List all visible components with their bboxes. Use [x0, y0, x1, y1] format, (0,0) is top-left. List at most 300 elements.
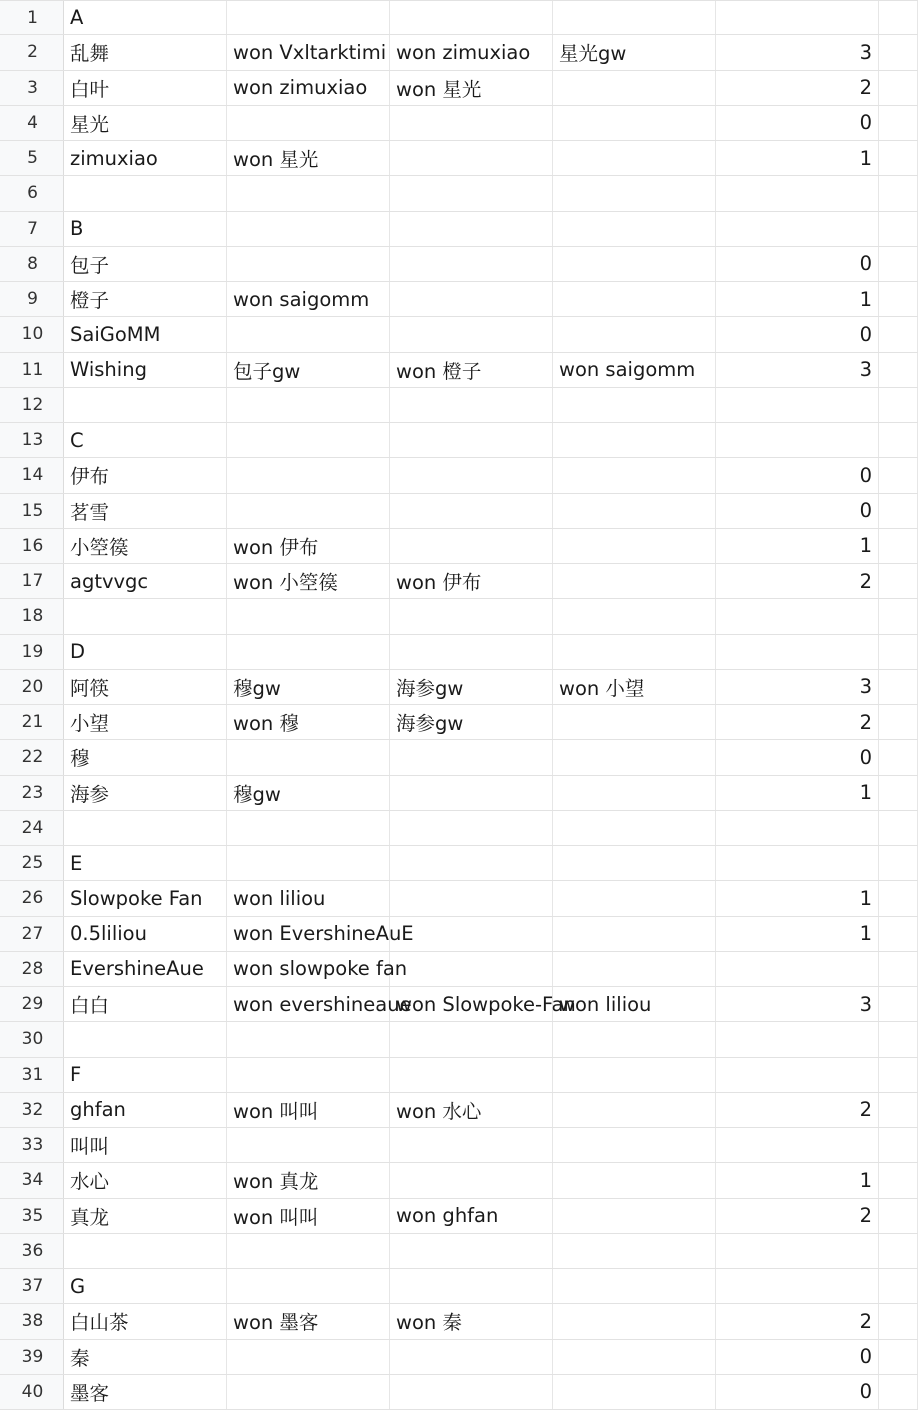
row-header[interactable]: 9 [0, 282, 64, 316]
row-header[interactable]: 18 [0, 599, 64, 633]
row-header[interactable]: 33 [0, 1128, 64, 1162]
row-header[interactable]: 29 [0, 987, 64, 1021]
cell-col-A[interactable] [64, 1199, 227, 1233]
row-header[interactable]: 38 [0, 1304, 64, 1338]
row-header[interactable]: 20 [0, 670, 64, 704]
cell-col-E[interactable] [716, 282, 879, 316]
cell-col-D[interactable] [553, 1022, 716, 1056]
cell-col-B[interactable] [227, 635, 390, 669]
cell-text: agtvvgc [70, 569, 149, 593]
cell-col-D[interactable] [553, 458, 716, 492]
cell-col-C[interactable] [390, 987, 576, 1021]
cell-col-D[interactable] [553, 1269, 716, 1303]
row-header[interactable]: 3 [0, 71, 64, 105]
cell-col-E[interactable] [716, 317, 879, 351]
cell-col-C[interactable] [390, 1163, 553, 1197]
cell-col-C[interactable] [390, 1375, 553, 1409]
cell-col-C[interactable] [390, 811, 553, 845]
cell-col-D[interactable] [553, 1128, 716, 1162]
cell-col-A[interactable] [64, 1128, 227, 1162]
cell-col-C[interactable] [390, 1093, 553, 1127]
cell-col-F[interactable] [879, 1128, 918, 1162]
cell-col-A[interactable] [64, 176, 227, 210]
cell-col-C[interactable] [390, 176, 553, 210]
cell-col-E[interactable] [716, 141, 879, 175]
cell-col-E[interactable] [716, 1269, 879, 1303]
cell-text: 2 [859, 710, 872, 734]
cell-col-C[interactable] [390, 740, 553, 774]
sheet-row [0, 388, 918, 423]
row-header[interactable]: 16 [0, 529, 64, 563]
cell-col-F[interactable] [879, 1093, 918, 1127]
row-header[interactable]: 13 [0, 423, 64, 457]
cell-col-C[interactable] [390, 35, 553, 69]
cell-col-D[interactable] [553, 212, 716, 246]
cell-col-A[interactable] [64, 1304, 227, 1338]
cell-col-B[interactable] [227, 317, 390, 351]
cell-col-C[interactable] [390, 141, 553, 175]
cell-col-A[interactable] [64, 423, 227, 457]
row-header[interactable]: 30 [0, 1022, 64, 1056]
cell-col-A[interactable] [64, 494, 227, 528]
cell-col-B[interactable] [227, 881, 390, 915]
cell-col-D[interactable] [553, 106, 716, 140]
cell-col-A[interactable] [64, 1, 227, 34]
cell-col-E[interactable] [716, 1093, 879, 1127]
cell-col-D[interactable] [553, 35, 716, 69]
cell-col-F[interactable] [879, 1340, 918, 1374]
cell-col-A[interactable] [64, 705, 227, 739]
cell-col-D[interactable] [553, 846, 716, 880]
cell-col-E[interactable] [716, 1304, 879, 1338]
cell-col-E[interactable] [716, 494, 879, 528]
cell-col-B[interactable] [227, 1269, 390, 1303]
cell-col-C[interactable] [390, 952, 553, 986]
cell-col-C[interactable] [390, 1022, 553, 1056]
cell-col-B[interactable] [227, 1128, 390, 1162]
cell-col-E[interactable] [716, 1234, 879, 1268]
cell-text: 水心 [70, 1170, 110, 1194]
cell-col-F[interactable] [879, 71, 918, 105]
cell-col-E[interactable] [716, 1128, 879, 1162]
cell-col-C[interactable] [390, 106, 553, 140]
cell-col-E[interactable] [716, 881, 879, 915]
cell-col-B[interactable] [227, 353, 390, 387]
cell-col-A[interactable] [64, 881, 227, 915]
cell-col-A[interactable] [64, 1058, 227, 1092]
cell-col-D[interactable] [553, 1340, 716, 1374]
cell-col-F[interactable] [879, 106, 918, 140]
cell-col-F[interactable] [879, 1058, 918, 1092]
row-header[interactable]: 23 [0, 776, 64, 810]
cell-col-B[interactable] [227, 1375, 390, 1409]
cell-col-B[interactable] [227, 1304, 390, 1338]
cell-col-C[interactable] [390, 282, 553, 316]
row-header[interactable]: 35 [0, 1199, 64, 1233]
cell-col-D[interactable] [553, 71, 716, 105]
cell-col-D[interactable] [553, 176, 716, 210]
cell-col-E[interactable] [716, 529, 879, 563]
cell-col-E[interactable] [716, 635, 879, 669]
cell-col-C[interactable] [390, 212, 553, 246]
row-header[interactable]: 5 [0, 141, 64, 175]
cell-col-A[interactable] [64, 1234, 227, 1268]
row-header[interactable]: 19 [0, 635, 64, 669]
cell-col-B[interactable] [227, 811, 390, 845]
row-header[interactable]: 24 [0, 811, 64, 845]
row-header[interactable]: 28 [0, 952, 64, 986]
row-header[interactable]: 26 [0, 881, 64, 915]
cell-col-F[interactable] [879, 705, 918, 739]
cell-col-A[interactable] [64, 1375, 227, 1409]
cell-col-F[interactable] [879, 670, 918, 704]
cell-col-F[interactable] [879, 317, 918, 351]
cell-col-A[interactable] [64, 317, 227, 351]
cell-col-F[interactable] [879, 35, 918, 69]
cell-col-D[interactable] [553, 423, 716, 457]
cell-col-E[interactable] [716, 212, 879, 246]
row-header[interactable]: 10 [0, 317, 64, 351]
cell-col-A[interactable] [64, 1093, 227, 1127]
cell-col-D[interactable] [553, 1, 716, 34]
cell-text: 3 [859, 675, 872, 699]
cell-col-E[interactable] [716, 740, 879, 774]
cell-col-D[interactable] [553, 529, 716, 563]
cell-col-D[interactable] [553, 670, 716, 704]
row-header[interactable]: 32 [0, 1093, 64, 1127]
cell-text: 乱舞 [70, 42, 110, 66]
cell-col-A[interactable] [64, 35, 227, 69]
cell-col-C[interactable] [390, 1304, 553, 1338]
cell-col-D[interactable] [553, 564, 716, 598]
row-header[interactable]: 1 [0, 1, 64, 34]
cell-col-C[interactable] [390, 1, 553, 34]
cell-col-F[interactable] [879, 564, 918, 598]
cell-col-C[interactable] [390, 846, 553, 880]
cell-col-E[interactable] [716, 1058, 879, 1092]
cell-col-C[interactable] [390, 1058, 553, 1092]
cell-text: won liliou [559, 992, 652, 1016]
cell-col-C[interactable] [390, 494, 553, 528]
cell-col-E[interactable] [716, 1340, 879, 1374]
cell-col-B[interactable] [227, 952, 408, 986]
cell-col-E[interactable] [716, 987, 879, 1021]
cell-col-D[interactable] [553, 599, 716, 633]
row-header[interactable]: 14 [0, 458, 64, 492]
sheet-row [0, 987, 918, 1022]
cell-col-B[interactable] [227, 564, 390, 598]
cell-col-F[interactable] [879, 635, 918, 669]
cell-col-A[interactable] [64, 1269, 227, 1303]
cell-col-D[interactable] [553, 1163, 716, 1197]
cell-col-E[interactable] [716, 35, 879, 69]
cell-col-A[interactable] [64, 106, 227, 140]
row-header[interactable]: 7 [0, 212, 64, 246]
cell-text: won 叫叫 [233, 1099, 319, 1123]
cell-col-F[interactable] [879, 423, 918, 457]
cell-col-B[interactable] [227, 1340, 390, 1374]
cell-col-D[interactable] [553, 494, 716, 528]
cell-col-F[interactable] [879, 1234, 918, 1268]
cell-col-A[interactable] [64, 987, 227, 1021]
cell-col-B[interactable] [227, 212, 390, 246]
cell-col-B[interactable] [227, 1093, 390, 1127]
cell-col-E[interactable] [716, 1199, 879, 1233]
row-header[interactable]: 2 [0, 35, 64, 69]
cell-col-C[interactable] [390, 776, 553, 810]
row-header[interactable]: 40 [0, 1375, 64, 1409]
cell-col-B[interactable] [227, 423, 390, 457]
cell-col-E[interactable] [716, 71, 879, 105]
cell-col-C[interactable] [390, 705, 553, 739]
cell-col-C[interactable] [390, 317, 553, 351]
cell-col-F[interactable] [879, 1269, 918, 1303]
cell-col-B[interactable] [227, 71, 390, 105]
cell-col-E[interactable] [716, 423, 879, 457]
cell-col-C[interactable] [390, 1234, 553, 1268]
cell-col-E[interactable] [716, 1, 879, 34]
cell-col-F[interactable] [879, 1163, 918, 1197]
cell-col-C[interactable] [390, 458, 553, 492]
row-header[interactable]: 15 [0, 494, 64, 528]
cell-col-A[interactable] [64, 1022, 227, 1056]
cell-col-F[interactable] [879, 917, 918, 951]
row-header[interactable]: 6 [0, 176, 64, 210]
cell-col-F[interactable] [879, 952, 918, 986]
cell-col-E[interactable] [716, 1375, 879, 1409]
cell-col-B[interactable] [227, 705, 390, 739]
cell-col-A[interactable] [64, 1340, 227, 1374]
cell-col-B[interactable] [227, 776, 390, 810]
cell-col-D[interactable] [553, 635, 716, 669]
cell-col-B[interactable] [227, 35, 390, 69]
row-header[interactable]: 36 [0, 1234, 64, 1268]
cell-col-E[interactable] [716, 705, 879, 739]
cell-col-E[interactable] [716, 388, 879, 422]
cell-col-C[interactable] [390, 881, 553, 915]
cell-col-B[interactable] [227, 388, 390, 422]
cell-col-F[interactable] [879, 776, 918, 810]
row-header[interactable]: 11 [0, 353, 64, 387]
cell-col-D[interactable] [553, 881, 716, 915]
sheet-row [0, 212, 918, 247]
cell-text: won saigomm [559, 358, 696, 382]
cell-col-E[interactable] [716, 917, 879, 951]
cell-col-F[interactable] [879, 458, 918, 492]
cell-col-E[interactable] [716, 776, 879, 810]
cell-col-D[interactable] [553, 282, 716, 316]
row-header[interactable]: 27 [0, 917, 64, 951]
cell-col-C[interactable] [390, 529, 553, 563]
row-header[interactable]: 25 [0, 846, 64, 880]
cell-col-B[interactable] [227, 106, 390, 140]
cell-col-D[interactable] [553, 141, 716, 175]
cell-col-B[interactable] [227, 141, 390, 175]
cell-text: 2 [859, 1309, 872, 1333]
cell-col-F[interactable] [879, 176, 918, 210]
cell-col-E[interactable] [716, 670, 879, 704]
cell-col-A[interactable] [64, 599, 227, 633]
cell-col-C[interactable] [390, 353, 553, 387]
cell-col-C[interactable] [390, 599, 553, 633]
cell-col-F[interactable] [879, 599, 918, 633]
cell-col-C[interactable] [390, 388, 553, 422]
cell-col-F[interactable] [879, 811, 918, 845]
cell-col-D[interactable] [553, 1375, 716, 1409]
cell-col-F[interactable] [879, 353, 918, 387]
cell-col-B[interactable] [227, 1199, 390, 1233]
cell-col-B[interactable] [227, 1022, 390, 1056]
cell-col-F[interactable] [879, 247, 918, 281]
cell-col-F[interactable] [879, 529, 918, 563]
row-header[interactable]: 39 [0, 1340, 64, 1374]
cell-col-A[interactable] [64, 635, 227, 669]
cell-col-C[interactable] [390, 1340, 553, 1374]
row-header[interactable]: 8 [0, 247, 64, 281]
cell-col-E[interactable] [716, 1163, 879, 1197]
cell-col-F[interactable] [879, 1375, 918, 1409]
cell-col-A[interactable] [64, 458, 227, 492]
cell-col-B[interactable] [227, 670, 390, 704]
cell-col-D[interactable] [553, 1199, 716, 1233]
cell-col-A[interactable] [64, 811, 227, 845]
cell-col-A[interactable] [64, 670, 227, 704]
cell-col-D[interactable] [553, 1058, 716, 1092]
cell-col-E[interactable] [716, 106, 879, 140]
cell-col-C[interactable] [390, 564, 553, 598]
cell-col-B[interactable] [227, 1058, 390, 1092]
cell-col-D[interactable] [553, 952, 716, 986]
cell-col-D[interactable] [553, 1093, 716, 1127]
row-header[interactable]: 12 [0, 388, 64, 422]
cell-col-A[interactable] [64, 529, 227, 563]
cell-col-A[interactable] [64, 776, 227, 810]
cell-col-D[interactable] [553, 317, 716, 351]
cell-col-C[interactable] [390, 670, 553, 704]
cell-col-E[interactable] [716, 811, 879, 845]
cell-col-A[interactable] [64, 846, 227, 880]
cell-col-E[interactable] [716, 176, 879, 210]
cell-col-F[interactable] [879, 282, 918, 316]
cell-col-B[interactable] [227, 176, 390, 210]
cell-col-B[interactable] [227, 1, 390, 34]
cell-col-F[interactable] [879, 1022, 918, 1056]
cell-col-D[interactable] [553, 917, 716, 951]
cell-col-C[interactable] [390, 423, 553, 457]
cell-col-E[interactable] [716, 458, 879, 492]
cell-col-E[interactable] [716, 353, 879, 387]
cell-col-A[interactable] [64, 71, 227, 105]
cell-col-B[interactable] [227, 1163, 390, 1197]
cell-col-F[interactable] [879, 987, 918, 1021]
cell-col-F[interactable] [879, 1, 918, 34]
cell-col-E[interactable] [716, 1022, 879, 1056]
cell-col-C[interactable] [390, 635, 553, 669]
cell-col-D[interactable] [553, 811, 716, 845]
cell-col-F[interactable] [879, 1304, 918, 1338]
cell-col-E[interactable] [716, 846, 879, 880]
row-header[interactable]: 17 [0, 564, 64, 598]
row-header[interactable]: 22 [0, 740, 64, 774]
cell-text: 墨客 [70, 1381, 110, 1405]
row-header[interactable]: 31 [0, 1058, 64, 1092]
cell-text: B [70, 217, 84, 241]
cell-col-A[interactable] [64, 1163, 227, 1197]
cell-col-C[interactable] [390, 71, 553, 105]
cell-col-A[interactable] [64, 388, 227, 422]
cell-col-A[interactable] [64, 740, 227, 774]
cell-text: 穆gw [233, 676, 281, 700]
row-header[interactable]: 4 [0, 106, 64, 140]
sheet-row [0, 141, 918, 176]
cell-col-D[interactable] [553, 705, 716, 739]
cell-col-B[interactable] [227, 846, 390, 880]
cell-col-A[interactable] [64, 141, 227, 175]
cell-col-C[interactable] [390, 1199, 553, 1233]
cell-col-D[interactable] [553, 987, 716, 1021]
cell-col-B[interactable] [227, 917, 414, 951]
cell-col-A[interactable] [64, 952, 227, 986]
cell-col-A[interactable] [64, 212, 227, 246]
cell-col-C[interactable] [390, 247, 553, 281]
cell-col-B[interactable] [227, 740, 390, 774]
cell-col-F[interactable] [879, 881, 918, 915]
cell-col-C[interactable] [390, 1128, 553, 1162]
cell-col-D[interactable] [553, 740, 716, 774]
cell-col-F[interactable] [879, 846, 918, 880]
cell-col-B[interactable] [227, 458, 390, 492]
cell-col-A[interactable] [64, 564, 227, 598]
cell-col-C[interactable] [390, 917, 553, 951]
cell-col-A[interactable] [64, 282, 227, 316]
cell-col-B[interactable] [227, 987, 412, 1021]
cell-col-D[interactable] [553, 776, 716, 810]
cell-text: EvershineAue [70, 957, 204, 981]
cell-col-F[interactable] [879, 212, 918, 246]
cell-col-D[interactable] [553, 247, 716, 281]
row-header[interactable]: 37 [0, 1269, 64, 1303]
row-header[interactable]: 34 [0, 1163, 64, 1197]
cell-col-D[interactable] [553, 1304, 716, 1338]
cell-col-E[interactable] [716, 952, 879, 986]
cell-col-B[interactable] [227, 599, 390, 633]
cell-col-E[interactable] [716, 564, 879, 598]
cell-col-F[interactable] [879, 740, 918, 774]
cell-col-B[interactable] [227, 247, 390, 281]
cell-col-B[interactable] [227, 494, 390, 528]
row-header[interactable]: 21 [0, 705, 64, 739]
cell-col-A[interactable] [64, 247, 227, 281]
cell-col-B[interactable] [227, 282, 390, 316]
cell-col-F[interactable] [879, 1199, 918, 1233]
cell-col-F[interactable] [879, 388, 918, 422]
cell-col-B[interactable] [227, 529, 390, 563]
sheet-row [0, 1058, 918, 1093]
cell-col-F[interactable] [879, 141, 918, 175]
cell-col-A[interactable] [64, 353, 227, 387]
cell-col-D[interactable] [553, 353, 716, 387]
cell-col-A[interactable] [64, 917, 227, 951]
cell-col-E[interactable] [716, 247, 879, 281]
cell-col-F[interactable] [879, 494, 918, 528]
cell-text: 0 [859, 463, 872, 487]
cell-col-D[interactable] [553, 1234, 716, 1268]
cell-col-D[interactable] [553, 388, 716, 422]
cell-col-E[interactable] [716, 599, 879, 633]
cell-col-C[interactable] [390, 1269, 553, 1303]
cell-text: 1 [859, 781, 872, 805]
cell-col-B[interactable] [227, 1234, 390, 1268]
